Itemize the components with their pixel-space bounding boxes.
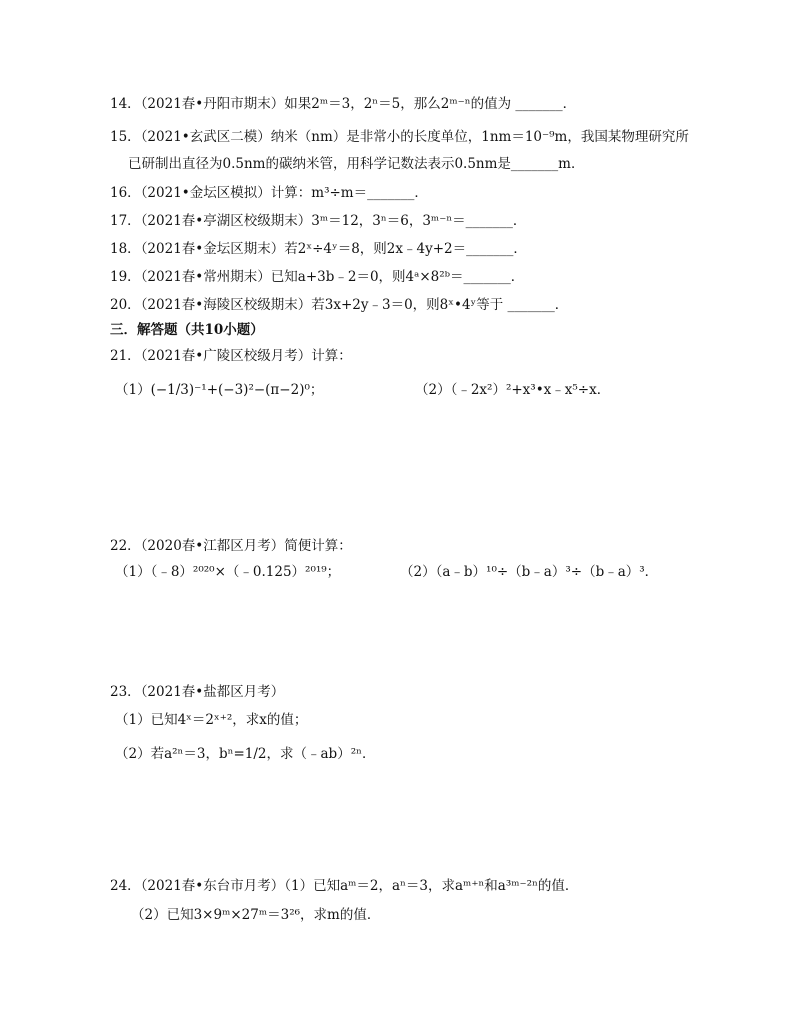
question-23-part-2: （2）若a²ⁿ＝3，bⁿ=1/2，求（﹣ab）²ⁿ． — [115, 746, 376, 762]
question-20 — [110, 296, 568, 314]
question-source: （2021春•东台市月考） — [140, 878, 285, 894]
question-text: 若3x+2y﹣3＝0，则8ˣ•4ʸ等于 _______． — [311, 297, 569, 313]
question-22-part-2: （2）（a﹣b）¹⁰÷（b﹣a）³÷（b﹣a）³． — [400, 564, 659, 580]
question-15-continued — [128, 155, 584, 173]
question-source: （2020春•江都区月考） — [140, 538, 285, 554]
question-number: 21． — [110, 348, 141, 364]
question-source: （2021春•丹阳市期末） — [140, 96, 285, 112]
question-number: 24． — [110, 878, 141, 894]
question-source: （2021春•常州期末） — [140, 269, 271, 285]
question-23 — [110, 683, 284, 701]
question-number: 14． — [110, 96, 141, 112]
question-17 — [110, 212, 526, 230]
question-text: 已研制出直径为0.5nm的碳纳米管，用科学记数法表示0.5nm是_______m． — [128, 156, 585, 172]
question-text: 已知a+3b﹣2＝0，则4ᵃ×8²ᵇ＝_______． — [270, 269, 525, 285]
question-number: 20． — [110, 297, 141, 313]
question-19 — [110, 268, 524, 286]
question-text: 计算：m³÷m＝_______． — [270, 185, 428, 201]
question-number: 15． — [110, 129, 141, 145]
question-source: （2021春•广陵区校级月考） — [140, 348, 312, 364]
question-source: （2021春•金坛区期末） — [140, 241, 285, 257]
question-text: 3ᵐ＝12，3ⁿ＝6，3ᵐ⁻ⁿ＝_______． — [311, 213, 527, 229]
question-21 — [110, 347, 352, 365]
question-14 — [110, 95, 576, 113]
question-source: （2021春•海陵区校级期末） — [140, 297, 312, 313]
question-number: 16． — [110, 185, 141, 201]
question-number: 23． — [110, 684, 141, 700]
question-21-part-1: （1）(−1/3)⁻¹+(−3)²−(π−2)⁰； — [115, 382, 324, 398]
question-number: 22． — [110, 538, 141, 554]
question-text: 计算： — [311, 348, 352, 364]
question-23-part-1: （1）已知4ˣ＝2ˣ⁺²，求x的值； — [115, 712, 308, 728]
question-18 — [110, 240, 527, 258]
question-number: 18． — [110, 241, 141, 257]
question-text: 如果2ᵐ＝3，2ⁿ＝5，那么2ᵐ⁻ⁿ的值为 _______． — [284, 96, 577, 112]
question-22 — [110, 537, 352, 555]
question-text: 若2ˣ÷4ʸ＝8，则2x﹣4y+2＝_______． — [284, 241, 527, 257]
question-text: 纳米（nm）是非常小的长度单位，1nm＝10⁻⁹m，我国某物理研究所 — [270, 129, 689, 145]
question-24-part-2: （2）已知3×9ᵐ×27ᵐ＝3²⁶，求m的值． — [131, 907, 381, 923]
question-source: （2021•玄武区二模） — [140, 129, 271, 145]
question-15 — [110, 128, 689, 146]
question-number: 19． — [110, 269, 141, 285]
question-number: 17． — [110, 213, 141, 229]
question-text: （1）已知aᵐ＝2，aⁿ＝3，求aᵐ⁺ⁿ和a³ᵐ⁻²ⁿ的值． — [284, 878, 579, 894]
question-24 — [110, 877, 578, 895]
question-22-part-1: （1）（﹣8）²⁰²⁰×（﹣0.125）²⁰¹⁹； — [115, 564, 341, 580]
section-heading: 三．解答题（共10小题） — [110, 322, 264, 338]
question-source: （2021春•亭湖区校级期末） — [140, 213, 312, 229]
question-21-part-2: （2）（﹣2x²）²+x³•x﹣x⁵÷x． — [415, 382, 611, 398]
question-16 — [110, 184, 428, 202]
question-source: （2021•金坛区模拟） — [140, 185, 271, 201]
question-source: （2021春•盐都区月考） — [140, 684, 285, 700]
question-text: 简便计算： — [284, 538, 352, 554]
